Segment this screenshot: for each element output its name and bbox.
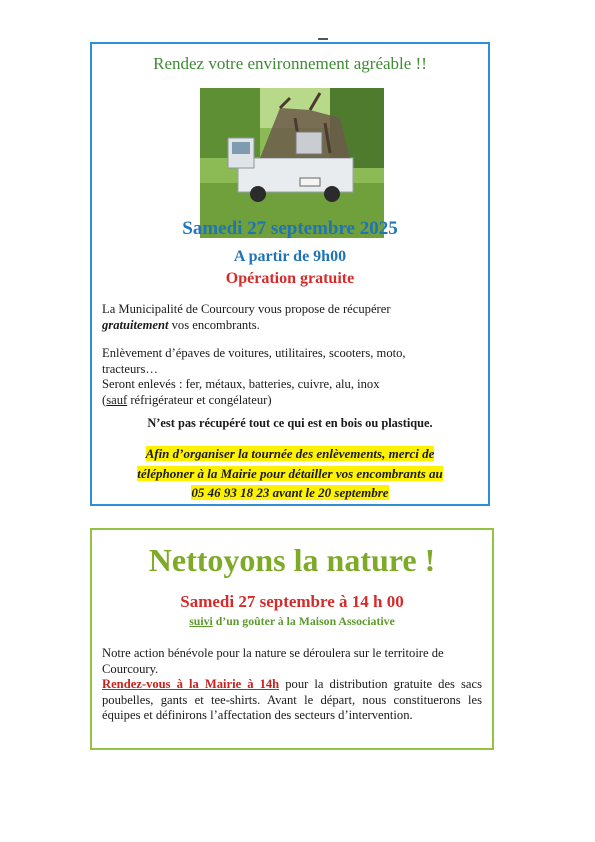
nature-subtitle bbox=[92, 614, 492, 629]
items-line-2: tracteurs… bbox=[102, 361, 158, 376]
nature-body bbox=[102, 646, 482, 724]
notice: N’est pas récupéré tout ce qui est en bois ou plastique. bbox=[147, 416, 433, 430]
scan-mark-top bbox=[318, 38, 328, 40]
highlight-callout bbox=[92, 444, 488, 503]
intro-line: La Municipalité de Courcoury vous propose de récupérer bbox=[102, 302, 391, 316]
free-operation: Opération gratuite bbox=[225, 270, 355, 287]
items-line-3: Seront enlevés : fer, métaux, batteries, cuivre, alu, inox bbox=[102, 377, 380, 391]
intro-paragraph bbox=[102, 302, 478, 333]
highlight-line-2: téléphoner à la Mairie pour détailler vos encombrants au bbox=[137, 465, 443, 481]
event-date: Samedi 27 septembre 2025 bbox=[182, 218, 398, 239]
nature-paragraph-2-rest: pour la distribution gratuite des sacs poubelles, gants et tee-shirts. Avant le départ, nous constituerons les équipes et définirons l’affectation des secteurs d’intervention. bbox=[102, 677, 482, 722]
intro-emphasis: gratuitement bbox=[102, 317, 169, 332]
items-line-4: réfrigérateur et congélateur) bbox=[127, 392, 272, 407]
intro-tail: vos encombrants. bbox=[168, 317, 260, 332]
nature-paragraph-2 bbox=[102, 677, 482, 724]
highlight-line-3: 05 46 93 18 23 avant le 20 septembre bbox=[191, 485, 389, 500]
nettoyons-box bbox=[90, 528, 494, 750]
nature-paragraph-1: Notre action bénévole pour la nature se déroulera sur le territoire de Courcoury. bbox=[102, 646, 444, 676]
headline: Rendez votre environnement agréable !! bbox=[153, 54, 427, 73]
event-time: A partir de 9h00 bbox=[233, 248, 347, 265]
encombrants-box bbox=[90, 42, 490, 506]
paren-open: ( bbox=[102, 392, 107, 407]
items-paragraph bbox=[102, 346, 478, 408]
items-line-1: Enlèvement d’épaves de voitures, utilitaires, scooters, moto, bbox=[102, 346, 406, 360]
suivi-word: suivi bbox=[189, 614, 213, 628]
nature-title: Nettoyons la nature ! bbox=[148, 542, 436, 578]
meeting-point: Rendez-vous à la Mairie à 14h bbox=[102, 677, 280, 691]
subtitle-rest: d’un goûter à la Maison Associative bbox=[212, 614, 395, 628]
highlight-line-1: Afin d’organiser la tournée des enlèvements, merci de bbox=[145, 446, 435, 461]
sauf-word: sauf bbox=[106, 392, 128, 407]
truck-photo-image bbox=[200, 88, 384, 238]
nature-date: Samedi 27 septembre à 14 h 00 bbox=[180, 592, 404, 611]
truck-photo bbox=[200, 88, 384, 238]
